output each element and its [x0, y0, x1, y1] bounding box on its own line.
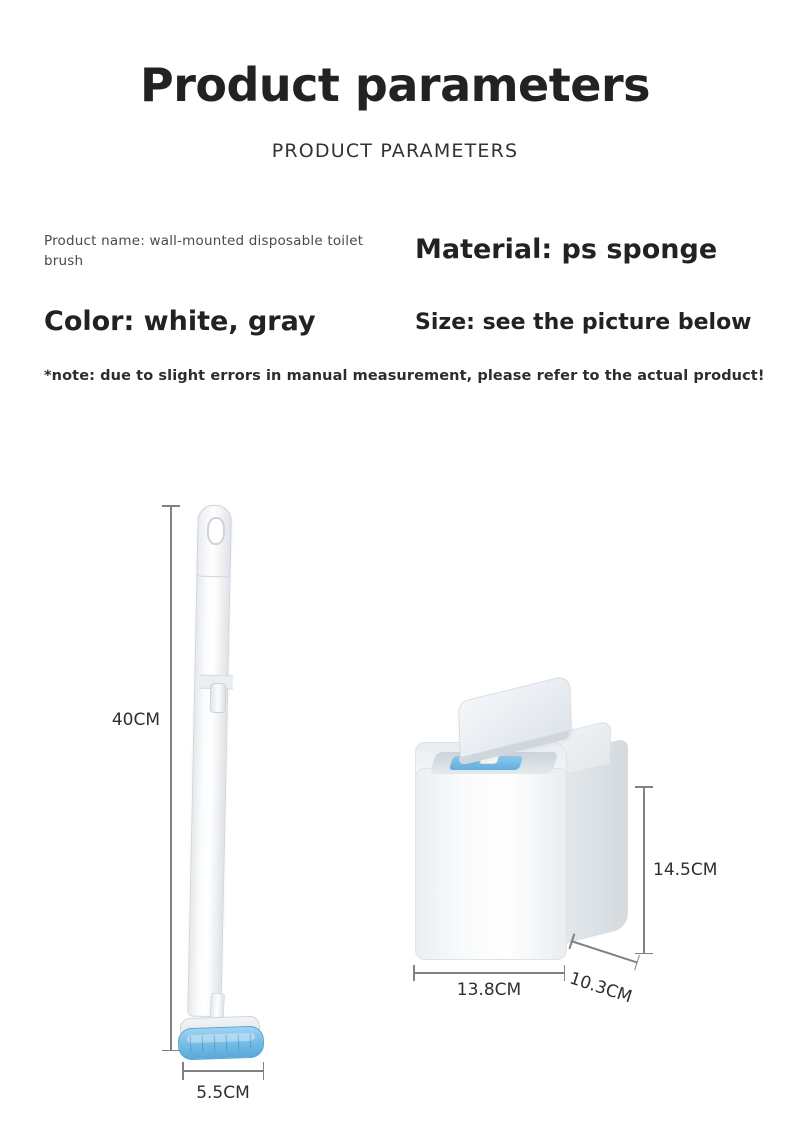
holder-depth-label: 10.3CM — [566, 968, 635, 1008]
brush-width-dimension-line — [182, 1070, 264, 1072]
measurement-note: *note: due to slight errors in manual measurement, please refer to the actual product! — [44, 368, 765, 384]
sponge-texture — [178, 1034, 263, 1053]
spec-size: Size: see the picture below — [415, 310, 752, 335]
page-title: Product parameters — [139, 58, 651, 112]
spec-material: Material: ps sponge — [415, 234, 718, 265]
brush-height-dimension-line — [170, 505, 172, 1051]
holder-box-illustration — [395, 700, 725, 1030]
brush-handle — [187, 505, 232, 1018]
brush-height-label: 40CM — [111, 710, 160, 730]
page-subtitle: PRODUCT PARAMETERS — [271, 140, 519, 162]
product-figure — [0, 430, 790, 1130]
holder-width-label: 13.8CM — [456, 980, 522, 1000]
holder-height-dimension-line — [643, 786, 645, 954]
spec-color: Color: white, gray — [44, 306, 316, 337]
holder-height-label: 14.5CM — [653, 860, 718, 880]
toilet-brush-illustration — [111, 465, 340, 1103]
holder-front-panel — [415, 768, 567, 960]
brush-width-label: 5.5CM — [196, 1083, 250, 1103]
holder-depth-dimension-line — [571, 940, 638, 963]
spec-product-name: Product name: wall-mounted disposable toilet brush — [44, 233, 364, 269]
hang-hole-icon — [207, 517, 226, 545]
brush-release-button — [210, 683, 227, 713]
holder-width-dimension-line — [413, 972, 565, 974]
